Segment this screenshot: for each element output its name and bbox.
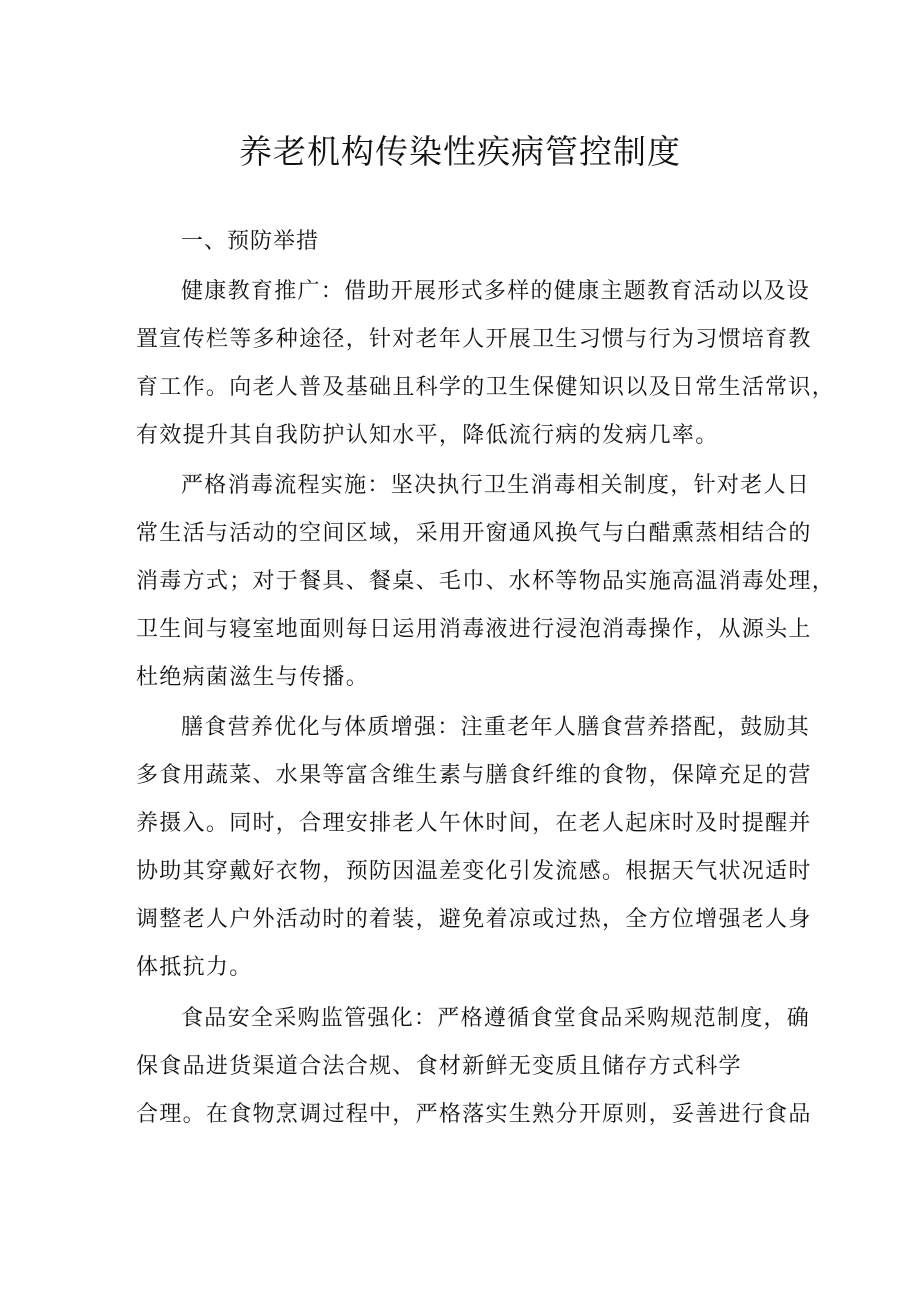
paragraph-line: 协助其穿戴好衣物，预防因温差变化引发流感。根据天气状况适时 <box>136 859 812 884</box>
paragraph-line: 合理。在食物烹调过程中，严格落实生熟分开原则，妥善进行食品 <box>136 1102 812 1127</box>
paragraph-line: 杜绝病菌滋生与传播。 <box>136 665 370 690</box>
paragraph-line: 健康教育推广：借助开展形式多样的健康主题教育活动以及设 <box>181 279 811 304</box>
paragraph-line: 食品安全采购监管强化：严格遵循食堂食品采购规范制度，确 <box>181 1006 811 1031</box>
paragraph-line: 膳食营养优化与体质增强：注重老年人膳食营养搭配，鼓励其 <box>181 715 811 740</box>
paragraph-line: 育工作。向老人普及基础且科学的卫生保健知识以及日常生活常识， <box>136 375 836 400</box>
paragraph-line: 置宣传栏等多种途径，针对老年人开展卫生习惯与行为习惯培育教 <box>136 327 812 352</box>
paragraph-line: 有效提升其自我防护认知水平，降低流行病的发病几率。 <box>136 423 719 448</box>
section-heading: 一、预防举措 <box>181 229 320 254</box>
paragraph-line: 多食用蔬菜、水果等富含维生素与膳食纤维的食物，保障充足的营 <box>136 763 812 788</box>
paragraph-line: 卫生间与寝室地面则每日运用消毒液进行浸泡消毒操作，从源头上 <box>136 617 812 642</box>
paragraph-line: 体抵抗力。 <box>136 955 253 980</box>
paragraph-line: 常生活与活动的空间区域，采用开窗通风换气与白醋熏蒸相结合的 <box>136 521 812 546</box>
paragraph-line: 保食品进货渠道合法合规、食材新鲜无变质且储存方式科学 <box>136 1054 742 1079</box>
paragraph-line: 调整老人户外活动时的着装，避免着凉或过热，全方位增强老人身 <box>136 907 812 932</box>
paragraph-line: 养摄入。同时，合理安排老人午休时间，在老人起床时及时提醒并 <box>136 811 812 836</box>
paragraph-line: 消毒方式；对于餐具、餐桌、毛巾、水杯等物品实施高温消毒处理， <box>136 569 836 594</box>
document-title: 养老机构传染性疾病管控制度 <box>239 132 681 171</box>
paragraph-line: 严格消毒流程实施：坚决执行卫生消毒相关制度，针对老人日 <box>181 473 811 498</box>
